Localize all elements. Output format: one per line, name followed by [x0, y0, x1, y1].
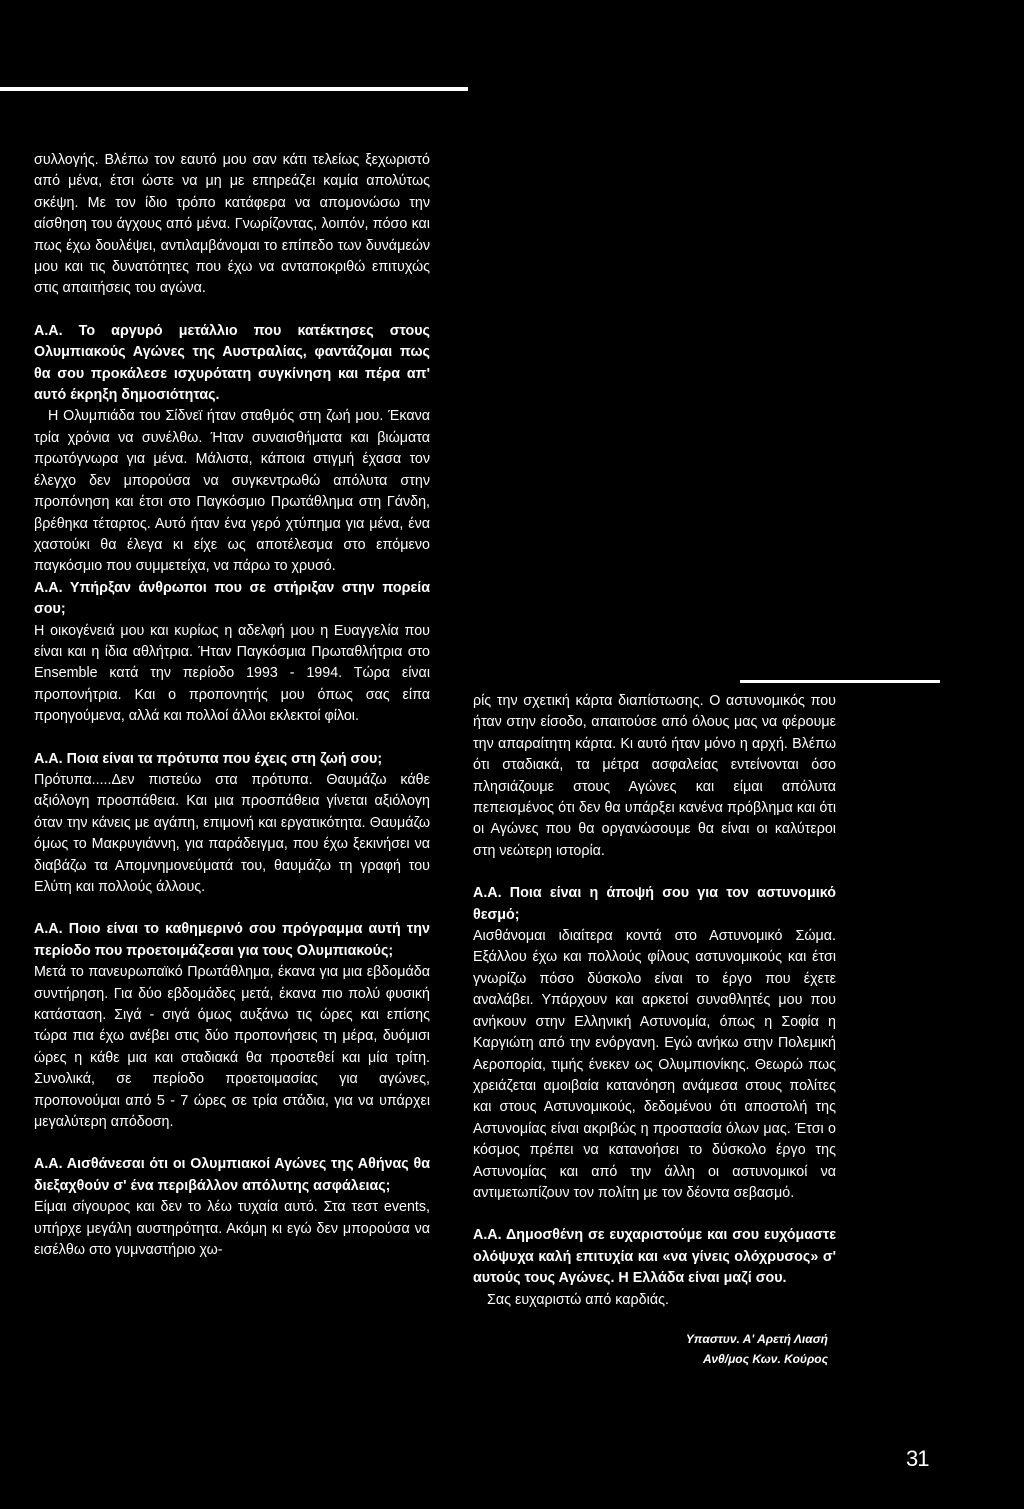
answer: Είμαι σίγουρος και δεν το λέω τυχαία αυτό. Στα τεστ events, υπήρχε μεγάλη αυστηρότητα. Ακόμη κι εγώ δεν μπορούσα να εισέλθω στο γυμναστήριο χω-	[34, 1199, 430, 1259]
answer: Η Ολυμπιάδα του Σίδνεϊ ήταν σταθμός στη ζωή μου. Έκανα τρία χρόνια να συνέλθω. Ήταν συναισθήματα και βιώματα πρωτόγνωρα για μένα. Μάλιστα, κάποια στιγμή έχασα τον έλεγχο δεν μπορούσα να συγκεντρωθώ απόλυτα στην προπόνηση και έτσι στο Παγκόσμιο Πρωτάθλημα στη Γάνδη, βρέθηκα τέταρτος. Αυτό ήταν ένα γερό χτύπημα για μένα, ένα χαστούκι θα έλεγα κι είχε ως αποτέλεσμα στο επόμενο παγκόσμιο που συμμετείχα, να πάρω το χρυσό.	[34, 408, 430, 575]
signature-line: Υπαστυν. Α' Αρετή Λιασή	[685, 1331, 828, 1346]
question: Α.Α. Δημοσθένη σε ευχαριστούμε και σου ευχόμαστε ολόψυχα καλή επιτυχία και «να γίνεις ολόχρυσος» σ' αυτούς τους Αγώνες. Η Ελλάδα είναι μαζί σου.	[473, 1227, 836, 1287]
question: Α.Α. Υπήρξαν άνθρωποι που σε στήριξαν στην πορεία σου;	[34, 579, 430, 618]
left-column	[34, 150, 430, 1262]
paragraph: συλλογής. Βλέπω τον εαυτό μου σαν κάτι τελείως ξεχωριστό από μένα, έτσι ώστε να μη με επηρεάζει καμία απολύτως σκέψη. Με τον ίδιο τρόπο κατάφερα να απομονώσω την αίσθηση του άγχους από μένα. Γνωρίζοντας, λοιπόν, πόσο και πως έχω δουλέψει, αντιλαμβάνομαι το επίπεδο των δυνάμεών μου και τις δυνατότητες που έχω να ανταποκριθώ επιτυχώς στις απαιτήσεις του αγώνα.	[34, 152, 430, 297]
answer: Αισθάνομαι ιδιαίτερα κοντά στο Αστυνομικό Σώμα. Εξάλλου έχω και πολλούς φίλους αστυνομικούς και έτσι γνωρίζω πόσο δύσκολο είναι το έργο που έχετε αναλάβει. Υπάρχουν και αρκετοί συναθλητές μου που ανήκουν στην Ελληνική Αστυνομία, όπως η Σοφία η Καργιώτη από την ενόργανη. Εγώ ανήκω στην Πολεμική Αεροπορία, τιμής ένεκεν ως Ολυμπιονίκης. Θεωρώ πως χρειάζεται αμοιβαία κατανόηση ανάμεσα στους πολίτες και στους Αστυνομικούς, δεδομένου ότι αποστολή της Αστυνομίας είναι ακριβώς η προστασία όλων μας. Έτσι ο κόσμος πρέπει να κατανοήσει το δύσκολο έργο της Αστυνομίας και από την άλλη οι αστυνομικοί να αντιμετωπίζουν τον πολίτη με τον δέοντα σεβασμό.	[473, 928, 836, 1201]
signature	[473, 1329, 836, 1369]
signature-line: Ανθ/μος Κων. Κούρος	[703, 1351, 828, 1366]
right-column	[473, 691, 836, 1369]
answer: Μετά το πανευρωπαϊκό Πρωτάθλημα, έκανα για μια εβδομάδα συντήρηση. Για δύο εβδομάδες μετά, έκανα πιο πολύ φυσική κατάσταση. Σιγά - σιγά όμως αυξάνω τις ώρες και επίσης τώρα πια έχω ανέβει στις δύο προπονήσεις τη μέρα, δυόμισι ώρες η κάθε μια και σταδιακά θα προστεθεί και μία τρίτη. Συνολικά, σε περίοδο προετοιμασίας για αγώνες, προπονούμαι από 5 - 7 ώρες σε τρία στάδια, για να υπάρχει μεγαλύτερη απόδοση.	[34, 964, 430, 1131]
paragraph: ρίς την σχετική κάρτα διαπίστωσης. Ο αστυνομικός που ήταν στην είσοδο, απαιτούσε από όλους μας να φέρουμε την απαραίτητη κάρτα. Κι αυτό ήταν μόνο η αρχή. Βλέπω ότι σταδιακά, τα μέτρα ασφαλείας εντείνονται όσο πλησιάζουμε στους Αγώνες και είμαι απόλυτα πεπεισμένος ότι δεν θα υπάρξει κανένα πρόβλημα και ότι οι Αγώνες που θα οργανώσουμε θα είναι οι καλύτεροι στη νεώτερη ιστορία.	[473, 693, 836, 859]
question: Α.Α. Το αργυρό μετάλλιο που κατέκτησες στους Ολυμπιακούς Αγώνες της Αυστραλίας, φαντάζομαι πως θα σου προκάλεσε ισχυρότατη συγκίνηση και πέρα απ' αυτό έκρηξη δημοσιότητας.	[34, 322, 430, 404]
question: Α.Α. Ποια είναι τα πρότυπα που έχεις στη ζωή σου;	[34, 750, 383, 767]
answer: Πρότυπα.....Δεν πιστεύω στα πρότυπα. Θαυμάζω κάθε αξιόλογη προσπάθεια. Και μια προσπάθεια γίνεται αξιόλογη όταν την κάνεις με αγάπη, επιμονή και εργατικότητα. Θαυμάζω όμως το Μακρυγιάννη, για παράδειγμα, που έχω ξεκινήσει να διαβάζω τα Απομνημονεύματά του, θαυμάζω τη γραφή του Ελύτη και πολλούς άλλους.	[34, 771, 430, 895]
question: Α.Α. Αισθάνεσαι ότι οι Ολυμπιακοί Αγώνες της Αθήνας θα διεξαχθούν σ' ένα περιβάλλον απόλυτης ασφάλειας;	[34, 1156, 430, 1194]
question: Α.Α. Ποιο είναι το καθημερινό σου πρόγραμμα αυτή την περίοδο που προετοιμάζεσαι για τους Ολυμπιακούς;	[34, 921, 430, 959]
page-number: 31	[906, 1446, 929, 1471]
answer: Σας ευχαριστώ από καρδιάς.	[487, 1291, 669, 1308]
answer: Η οικογένειά μου και κυρίως η αδελφή μου η Ευαγγελία που είναι και η ίδια αθλήτρια. Ήταν Παγκόσμια Πρωταθλήτρια στο Ensemble κατά την περίοδο 1993 - 1994. Τώρα είναι προπονήτρια. Και ο προπονητής μου όπως σας είπα προηγούμενα, αλλά και πολλοί άλλοι εκλεκτοί φίλοι.	[34, 622, 430, 725]
top-rule	[0, 87, 468, 91]
column-rule	[740, 680, 940, 683]
question: Α.Α. Ποια είναι η άποψή σου για τον αστυνομικό θεσμό;	[473, 885, 836, 923]
